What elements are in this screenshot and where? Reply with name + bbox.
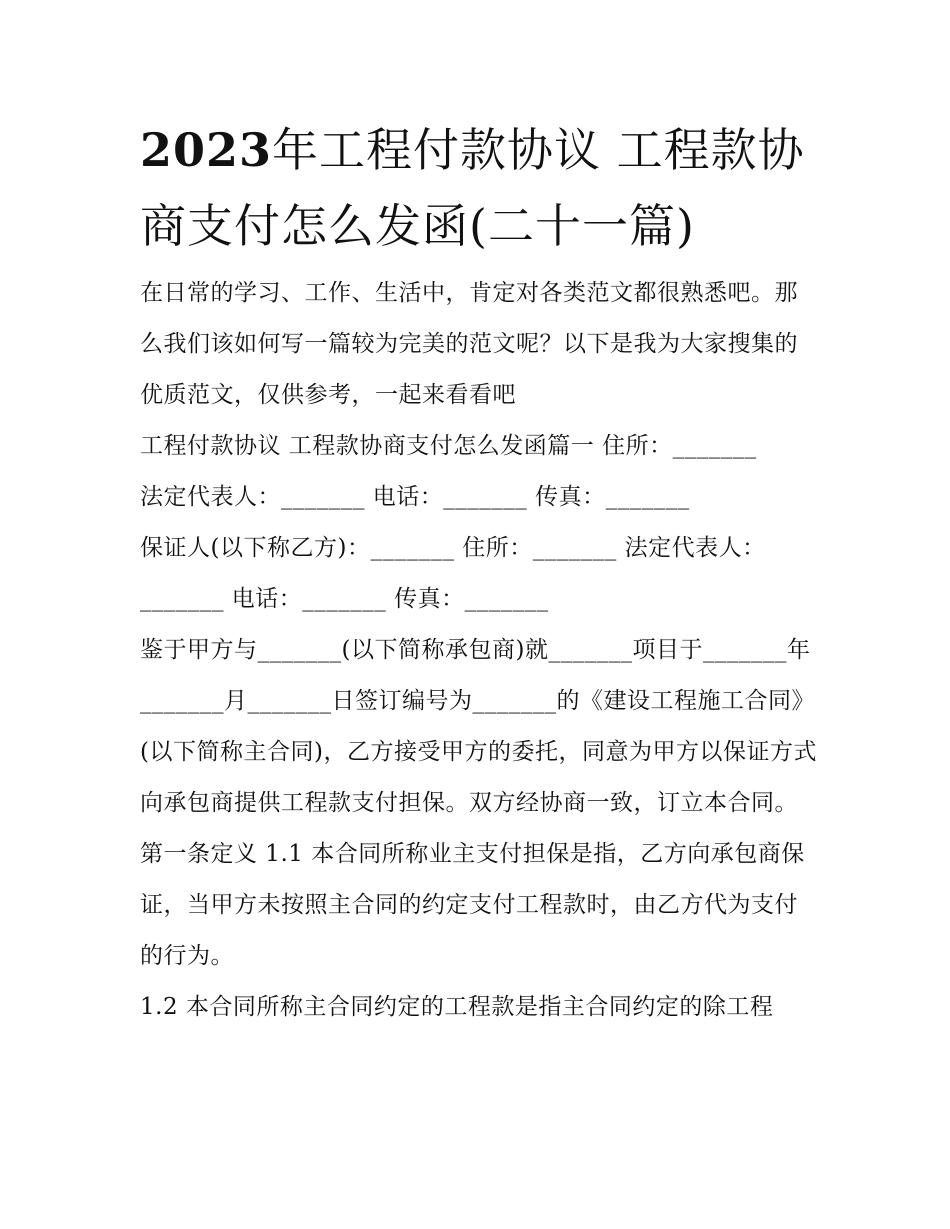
recital-paragraph: 鉴于甲方与_______(以下简称承包商)就_______项目于_______年_______月_______日签订编号为_______的《建设工程施工合同》(以下简称主合同)，乙方接受甲方的委托，同意为甲方以保证方式向承包商提供工程款支付担保。双方经协商一致，订立本合同。 — [140, 637, 817, 816]
section-heading-line: 工程付款协议 工程款协商支付怎么发函篇一 住所：_______ — [140, 433, 757, 459]
representative-line: 法定代表人：_______ 电话：_______ 传真：_______ — [140, 484, 690, 510]
document-title — [140, 112, 820, 264]
title-year: 2023 — [140, 123, 273, 177]
article-one-paragraph: 第一条定义 1.1 本合同所称业主支付担保是指，乙方向承包商保证，当甲方未按照主合同的约定支付工程款时，由乙方代为支付的行为。 — [140, 841, 805, 969]
guarantor-paragraph: 保证人(以下称乙方)：_______ 住所：_______ 法定代表人：_______ 电话：_______ 传真：_______ — [140, 535, 766, 612]
title-text: 年工程付款协议 工程款协商支付怎么发函(二十一篇) — [140, 123, 805, 253]
document-page — [140, 112, 820, 1033]
intro-paragraph: 在日常的学习、工作、生活中，肯定对各类范文都很熟悉吧。那么我们该如何写一篇较为完美的范文呢？以下是我为大家搜集的优质范文，仅供参考，一起来看看吧 — [140, 280, 798, 408]
clause-1-2-paragraph: 1.2 本合同所称主合同约定的工程款是指主合同约定的除工程 — [140, 994, 774, 1020]
